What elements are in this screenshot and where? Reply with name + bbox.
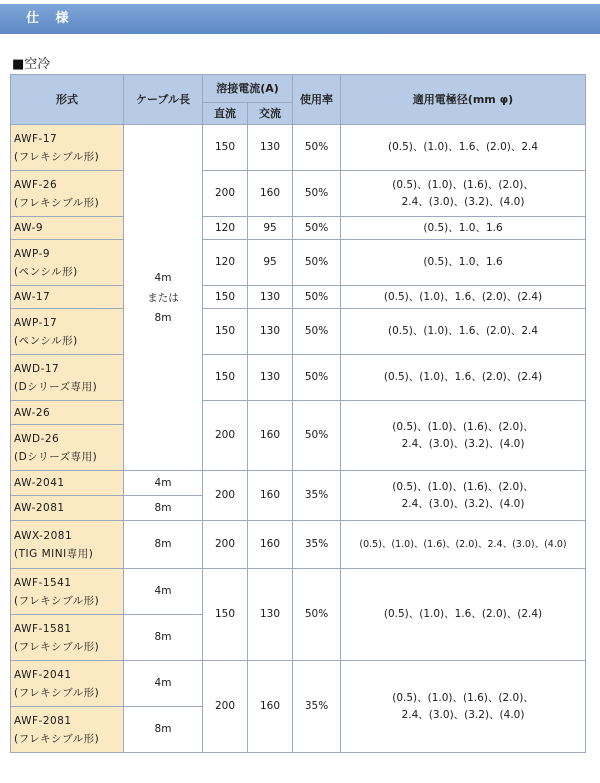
model-name: AWX-2081 — [14, 529, 73, 542]
table-row — [11, 521, 586, 569]
model-note: (ペンシル形) — [14, 334, 78, 347]
section-label-air-cooled: ■空冷 — [12, 57, 51, 72]
model-cell — [11, 355, 124, 401]
table-row — [11, 569, 586, 615]
model-cell — [11, 471, 124, 496]
header-ac: 交流 — [248, 103, 293, 125]
electrode-diameter-line1: (0.5)、(1.0)、(1.6)、(2.0)、 — [392, 691, 534, 704]
duty-cycle: 50% — [293, 217, 341, 240]
dc-current: 200 — [203, 661, 248, 753]
table-row — [11, 309, 586, 355]
model-name: AWP-9 — [14, 247, 51, 260]
model-cell — [11, 615, 124, 661]
electrode-diameter — [341, 471, 586, 521]
model-name: AW-2081 — [14, 502, 65, 514]
model-name: AWF-17 — [14, 132, 58, 145]
cable-length-cell: 4m — [124, 661, 203, 707]
header-row — [11, 75, 586, 103]
model-note: (フレキシブル形) — [14, 640, 100, 653]
cable-length-cell: 8m — [124, 707, 203, 753]
electrode-diameter: (0.5)、(1.0)、1.6、(2.0)、2.4 — [341, 309, 586, 355]
table-row — [11, 171, 586, 217]
dc-current: 200 — [203, 471, 248, 521]
model-cell — [11, 286, 124, 309]
model-cell — [11, 401, 124, 425]
dc-current: 150 — [203, 569, 248, 661]
page-title: 仕 様 — [26, 11, 75, 26]
table-row — [11, 286, 586, 309]
duty-cycle: 50% — [293, 125, 341, 171]
electrode-diameter-line2: 2.4、(3.0)、(3.2)、(4.0) — [401, 437, 525, 450]
model-name: AWF-1541 — [14, 576, 72, 589]
cable-length-cell: 4m — [124, 569, 203, 615]
model-cell — [11, 425, 124, 471]
table-row — [11, 217, 586, 240]
ac-current: 160 — [248, 401, 293, 471]
dc-current: 200 — [203, 521, 248, 569]
table-row — [11, 355, 586, 401]
model-note: (Dシリーズ専用) — [14, 450, 98, 463]
table-row — [11, 471, 586, 496]
model-name: AWD-26 — [14, 432, 60, 445]
model-cell — [11, 240, 124, 286]
electrode-diameter: (0.5)、1.0、1.6 — [341, 217, 586, 240]
dc-current: 120 — [203, 217, 248, 240]
ac-current: 130 — [248, 125, 293, 171]
dc-current: 120 — [203, 240, 248, 286]
duty-cycle: 50% — [293, 401, 341, 471]
dc-current: 200 — [203, 401, 248, 471]
electrode-diameter: (0.5)、(1.0)、1.6、(2.0)、(2.4) — [341, 569, 586, 661]
dc-current: 150 — [203, 309, 248, 355]
duty-cycle: 50% — [293, 569, 341, 661]
dc-current: 150 — [203, 355, 248, 401]
model-cell — [11, 661, 124, 707]
model-note: (フレキシブル形) — [14, 150, 100, 163]
electrode-diameter-line2: 2.4、(3.0)、(3.2)、(4.0) — [401, 497, 525, 510]
header-diameter: 適用電極径(mm φ) — [341, 75, 586, 125]
model-name: AW-17 — [14, 291, 51, 303]
cable-length-cell — [124, 125, 203, 471]
model-name: AW-26 — [14, 406, 51, 419]
ac-current: 130 — [248, 286, 293, 309]
spec-title-bar — [0, 4, 600, 34]
electrode-diameter-line1: (0.5)、(1.0)、(1.6)、(2.0)、 — [392, 480, 534, 493]
header-current: 溶接電流(A) — [203, 75, 293, 103]
model-name: AW-2041 — [14, 477, 65, 489]
cable-length-cell: 4m — [124, 471, 203, 496]
model-note: (TIG MINI専用) — [14, 547, 94, 560]
cable-length-or: または — [147, 291, 179, 304]
model-cell — [11, 171, 124, 217]
ac-current: 130 — [248, 309, 293, 355]
ac-current: 160 — [248, 521, 293, 569]
duty-cycle: 50% — [293, 286, 341, 309]
model-note: (フレキシブル形) — [14, 686, 100, 699]
ac-current: 160 — [248, 471, 293, 521]
electrode-diameter: (0.5)、(1.0)、1.6、(2.0)、(2.4) — [341, 355, 586, 401]
ac-current: 160 — [248, 171, 293, 217]
cable-length-alt: 8m — [154, 311, 172, 324]
ac-current: 160 — [248, 661, 293, 753]
duty-cycle: 50% — [293, 309, 341, 355]
cable-length-cell: 8m — [124, 615, 203, 661]
header-cable: ケーブル長 — [124, 75, 203, 125]
table-row — [11, 240, 586, 286]
electrode-diameter: (0.5)、(1.0)、1.6、(2.0)、(2.4) — [341, 286, 586, 309]
electrode-diameter — [341, 171, 586, 217]
model-cell — [11, 496, 124, 521]
ac-current: 130 — [248, 569, 293, 661]
electrode-diameter: (0.5)、(1.0)、(1.6)、(2.0)、2.4、(3.0)、(4.0) — [341, 521, 586, 569]
duty-cycle: 50% — [293, 171, 341, 217]
duty-cycle: 35% — [293, 521, 341, 569]
model-name: AWP-17 — [14, 316, 58, 329]
model-note: (フレキシブル形) — [14, 594, 100, 607]
ac-current: 130 — [248, 355, 293, 401]
spec-table — [10, 74, 586, 753]
header-dc: 直流 — [203, 103, 248, 125]
model-note: (Dシリーズ専用) — [14, 380, 98, 393]
model-name: AWD-17 — [14, 362, 60, 375]
electrode-diameter-line2: 2.4、(3.0)、(3.2)、(4.0) — [401, 195, 525, 208]
electrode-diameter: (0.5)、(1.0)、1.6、(2.0)、2.4 — [341, 125, 586, 171]
dc-current: 200 — [203, 171, 248, 217]
model-name: AW-9 — [14, 222, 44, 234]
dc-current: 150 — [203, 286, 248, 309]
model-note: (フレキシブル形) — [14, 196, 100, 209]
electrode-diameter — [341, 661, 586, 753]
ac-current: 95 — [248, 240, 293, 286]
header-duty: 使用率 — [293, 75, 341, 125]
electrode-diameter — [341, 401, 586, 471]
duty-cycle: 50% — [293, 355, 341, 401]
model-name: AWF-2041 — [14, 668, 72, 681]
model-note: (フレキシブル形) — [14, 732, 100, 745]
cable-length: 4m — [154, 271, 172, 284]
cable-length-cell: 8m — [124, 496, 203, 521]
ac-current: 95 — [248, 217, 293, 240]
model-cell — [11, 569, 124, 615]
table-row — [11, 125, 586, 171]
model-cell — [11, 309, 124, 355]
duty-cycle: 35% — [293, 661, 341, 753]
model-name: AWF-2081 — [14, 714, 72, 727]
duty-cycle: 35% — [293, 471, 341, 521]
duty-cycle: 50% — [293, 240, 341, 286]
model-cell — [11, 707, 124, 753]
model-cell — [11, 125, 124, 171]
electrode-diameter-line1: (0.5)、(1.0)、(1.6)、(2.0)、 — [392, 420, 534, 433]
model-name: AWF-26 — [14, 178, 58, 191]
model-name: AWF-1581 — [14, 622, 72, 635]
cable-length-cell: 8m — [124, 521, 203, 569]
electrode-diameter-line1: (0.5)、(1.0)、(1.6)、(2.0)、 — [392, 178, 534, 191]
header-model: 形式 — [11, 75, 124, 125]
table-row — [11, 401, 586, 425]
electrode-diameter: (0.5)、1.0、1.6 — [341, 240, 586, 286]
model-note: (ペンシル形) — [14, 265, 78, 278]
model-cell — [11, 521, 124, 569]
electrode-diameter-line2: 2.4、(3.0)、(3.2)、(4.0) — [401, 708, 525, 721]
dc-current: 150 — [203, 125, 248, 171]
table-row — [11, 661, 586, 707]
model-cell — [11, 217, 124, 240]
